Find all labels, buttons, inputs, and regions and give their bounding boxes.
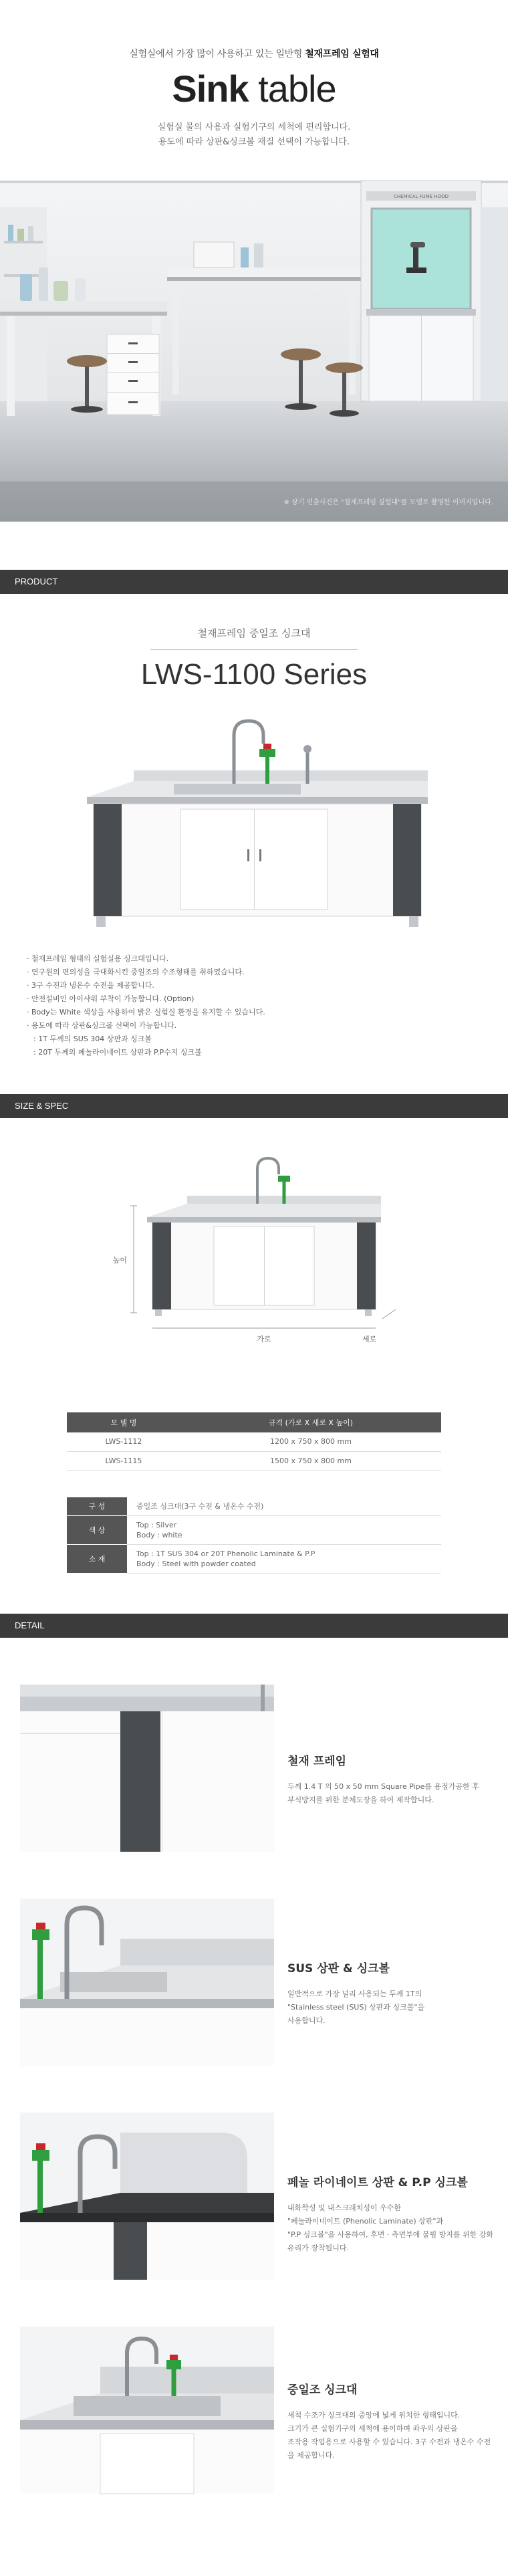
detail-desc-line: 두께 1.4 T 의 50 x 50 mm Square Pipe를 용접가공한 후: [287, 1782, 479, 1791]
spec-material-body: Body : Steel with powder coated: [136, 1559, 256, 1568]
depth-dimension-label: 세로: [362, 1335, 377, 1344]
detail-text-center-sink: [287, 2380, 495, 2462]
table-row: [67, 1451, 441, 1470]
feature-item: · 용도에 따라 상판&싱크볼 선택이 가능합니다.: [27, 1021, 177, 1030]
table-cell-model: LWS-1112: [67, 1432, 180, 1451]
table-header-model: 모 델 명: [67, 1412, 180, 1432]
feature-item: · 철재프레임 형태의 실험실용 싱크대입니다.: [27, 954, 169, 963]
hero-tagline-strong: 철재프레임 실험대: [305, 49, 379, 60]
detail-text-sus: [287, 1959, 495, 2028]
detail-description: [287, 1780, 495, 1807]
spec-value-material: [127, 1544, 441, 1573]
product-model-name: LWS-1100 Series: [140, 658, 368, 691]
table-cell-size: 1500 x 750 x 800 mm: [180, 1451, 441, 1470]
table-header-size: 규격 (가로 X 세로 X 높이): [180, 1412, 441, 1432]
detail-title: SUS 상판 & 싱크볼: [287, 1961, 390, 1975]
detail-desc-line: 사용합니다.: [287, 2016, 326, 2025]
detail-description: [287, 2202, 495, 2255]
hero-description: [0, 120, 508, 150]
detail-phenolic-image: [20, 2113, 274, 2280]
detail-description: [287, 2409, 495, 2462]
detail-sus-image: [20, 1899, 274, 2066]
detail-frame-image: [20, 1685, 274, 1852]
model-size-table: [67, 1412, 441, 1471]
hero-desc-line1: 실험실 물의 사용과 실험기구의 세척에 편리합니다.: [157, 122, 351, 132]
detail-desc-line: 부식방지를 위한 분체도장을 하여 제작합니다.: [287, 1795, 434, 1804]
spec-section-label: SIZE & SPEC: [15, 1101, 69, 1111]
product-title-divider: [150, 649, 358, 650]
fume-hood-label: CHEMICAL FUME HOOD: [394, 194, 449, 199]
detail-desc-line: "페놀라이네이트 (Phenolic Laminate) 상판"과: [287, 2216, 444, 2226]
lab-scene-image: [0, 167, 508, 522]
table-row: [67, 1544, 441, 1573]
table-row: [67, 1432, 441, 1451]
table-row: [67, 1515, 441, 1544]
detail-description: [287, 1988, 495, 2028]
feature-sub-item: : 1T 두께의 SUS 304 상판과 싱크볼: [33, 1035, 152, 1043]
spec-color-top: Top : Silver: [136, 1520, 177, 1529]
spec-material-top: Top : 1T SUS 304 or 20T Phenolic Laminate & P.P: [136, 1549, 315, 1558]
hero-title-bold: Sink: [172, 68, 249, 110]
detail-item-phenolic-top: [0, 2113, 508, 2300]
detail-item-sus-top: [0, 1899, 508, 2086]
product-section-bar: [0, 570, 508, 594]
width-dimension-label: 가로: [257, 1335, 271, 1344]
detail-section-label: DETAIL: [15, 1620, 45, 1630]
hero-banner: [0, 0, 508, 522]
product-feature-list: [27, 952, 508, 1059]
detail-desc-line: 조작용 작업용으로 사용할 수 있습니다. 3구 수전과 냉온수 수전을 제공합니다.: [287, 2437, 491, 2460]
detail-desc-line: 내화학성 및 내스크래치성이 우수한: [287, 2203, 401, 2212]
detail-desc-line: 세척 수조가 싱크대의 중앙에 넓게 위치한 형태입니다.: [287, 2410, 461, 2420]
detail-title: 페놀 라이네이트 상판 & P.P 싱크볼: [287, 2175, 468, 2189]
table-header-row: [67, 1412, 441, 1432]
detail-item-center-sink: [0, 2327, 508, 2514]
hero-desc-line2: 용도에 따라 상판&싱크볼 재질 선택이 가능합니다.: [158, 137, 350, 147]
hero-title-light: table: [248, 68, 336, 110]
detail-text-frame: [287, 1751, 495, 1807]
detail-center-sink-image: [20, 2327, 274, 2494]
height-dimension-label: 높이: [112, 1256, 127, 1265]
hero-tagline: [0, 47, 508, 60]
spec-section-bar: [0, 1094, 508, 1118]
feature-item: · Body는 White 색상을 사용하여 밝은 실험실 환경을 유지할 수 있습니다.: [27, 1008, 265, 1016]
detail-desc-line: 크기가 큰 실험기구의 세척에 용이하며 좌우의 상판을: [287, 2424, 458, 2433]
hero-title: [0, 67, 508, 110]
table-cell-size: 1200 x 750 x 800 mm: [180, 1432, 441, 1451]
spec-value-color: [127, 1515, 441, 1544]
detail-title: 철재 프레임: [287, 1754, 347, 1768]
table-cell-model: LWS-1115: [67, 1451, 180, 1470]
detail-section-bar: [0, 1614, 508, 1638]
product-sink-image: [67, 709, 441, 930]
feature-item: · 3구 수전과 냉온수 수전을 제공합니다.: [27, 981, 154, 990]
product-section-label: PRODUCT: [15, 576, 58, 586]
table-row: [67, 1497, 441, 1516]
detail-desc-line: "P.P 싱크볼"을 사용하여, 후면 · 측면부에 물튐 방지를 위한 강화유리가 장착됩니다.: [287, 2230, 494, 2252]
detail-title: 중일조 싱크대: [287, 2383, 358, 2397]
hero-tagline-text: 실험실에서 가장 많이 사용하고 있는 일반형: [129, 49, 305, 60]
feature-item: · 연구원의 편의성을 극대화시킨 중일조의 수조형태를 취하였습니다.: [27, 968, 245, 976]
spec-label-material: 소 재: [67, 1544, 127, 1573]
detail-text-phenolic: [287, 2173, 495, 2255]
spec-label-composition: 구 성: [67, 1497, 127, 1516]
spec-detail-table: [67, 1497, 441, 1574]
spec-color-body: Body : white: [136, 1530, 182, 1539]
spec-value-composition: 중일조 싱크대(3구 수전 & 냉온수 수전): [127, 1497, 441, 1516]
product-subtitle: 철재프레임 중일조 싱크대: [197, 627, 311, 639]
hero-photo-note: ※ 상기 연출사진은 "철재프레임 실험대"를 모델로 촬영한 이미지입니다.: [283, 499, 493, 506]
detail-desc-line: 일반적으로 가장 널리 사용되는 두께 1T의: [287, 1989, 422, 1998]
spec-label-color: 색 상: [67, 1515, 127, 1544]
detail-item-frame: [0, 1685, 508, 1872]
spec-sink-dimension-image: [112, 1142, 401, 1396]
feature-sub-item: : 20T 두께의 페놀라이네이트 상판과 P.P수지 싱크볼: [33, 1048, 202, 1057]
spec-diagram: [0, 1118, 508, 1412]
feature-item: · 안전설비인 아이샤워 부착이 가능합니다. (Option): [27, 994, 195, 1003]
detail-desc-line: "Stainless steel (SUS) 상판과 싱크볼"을: [287, 2002, 425, 2012]
